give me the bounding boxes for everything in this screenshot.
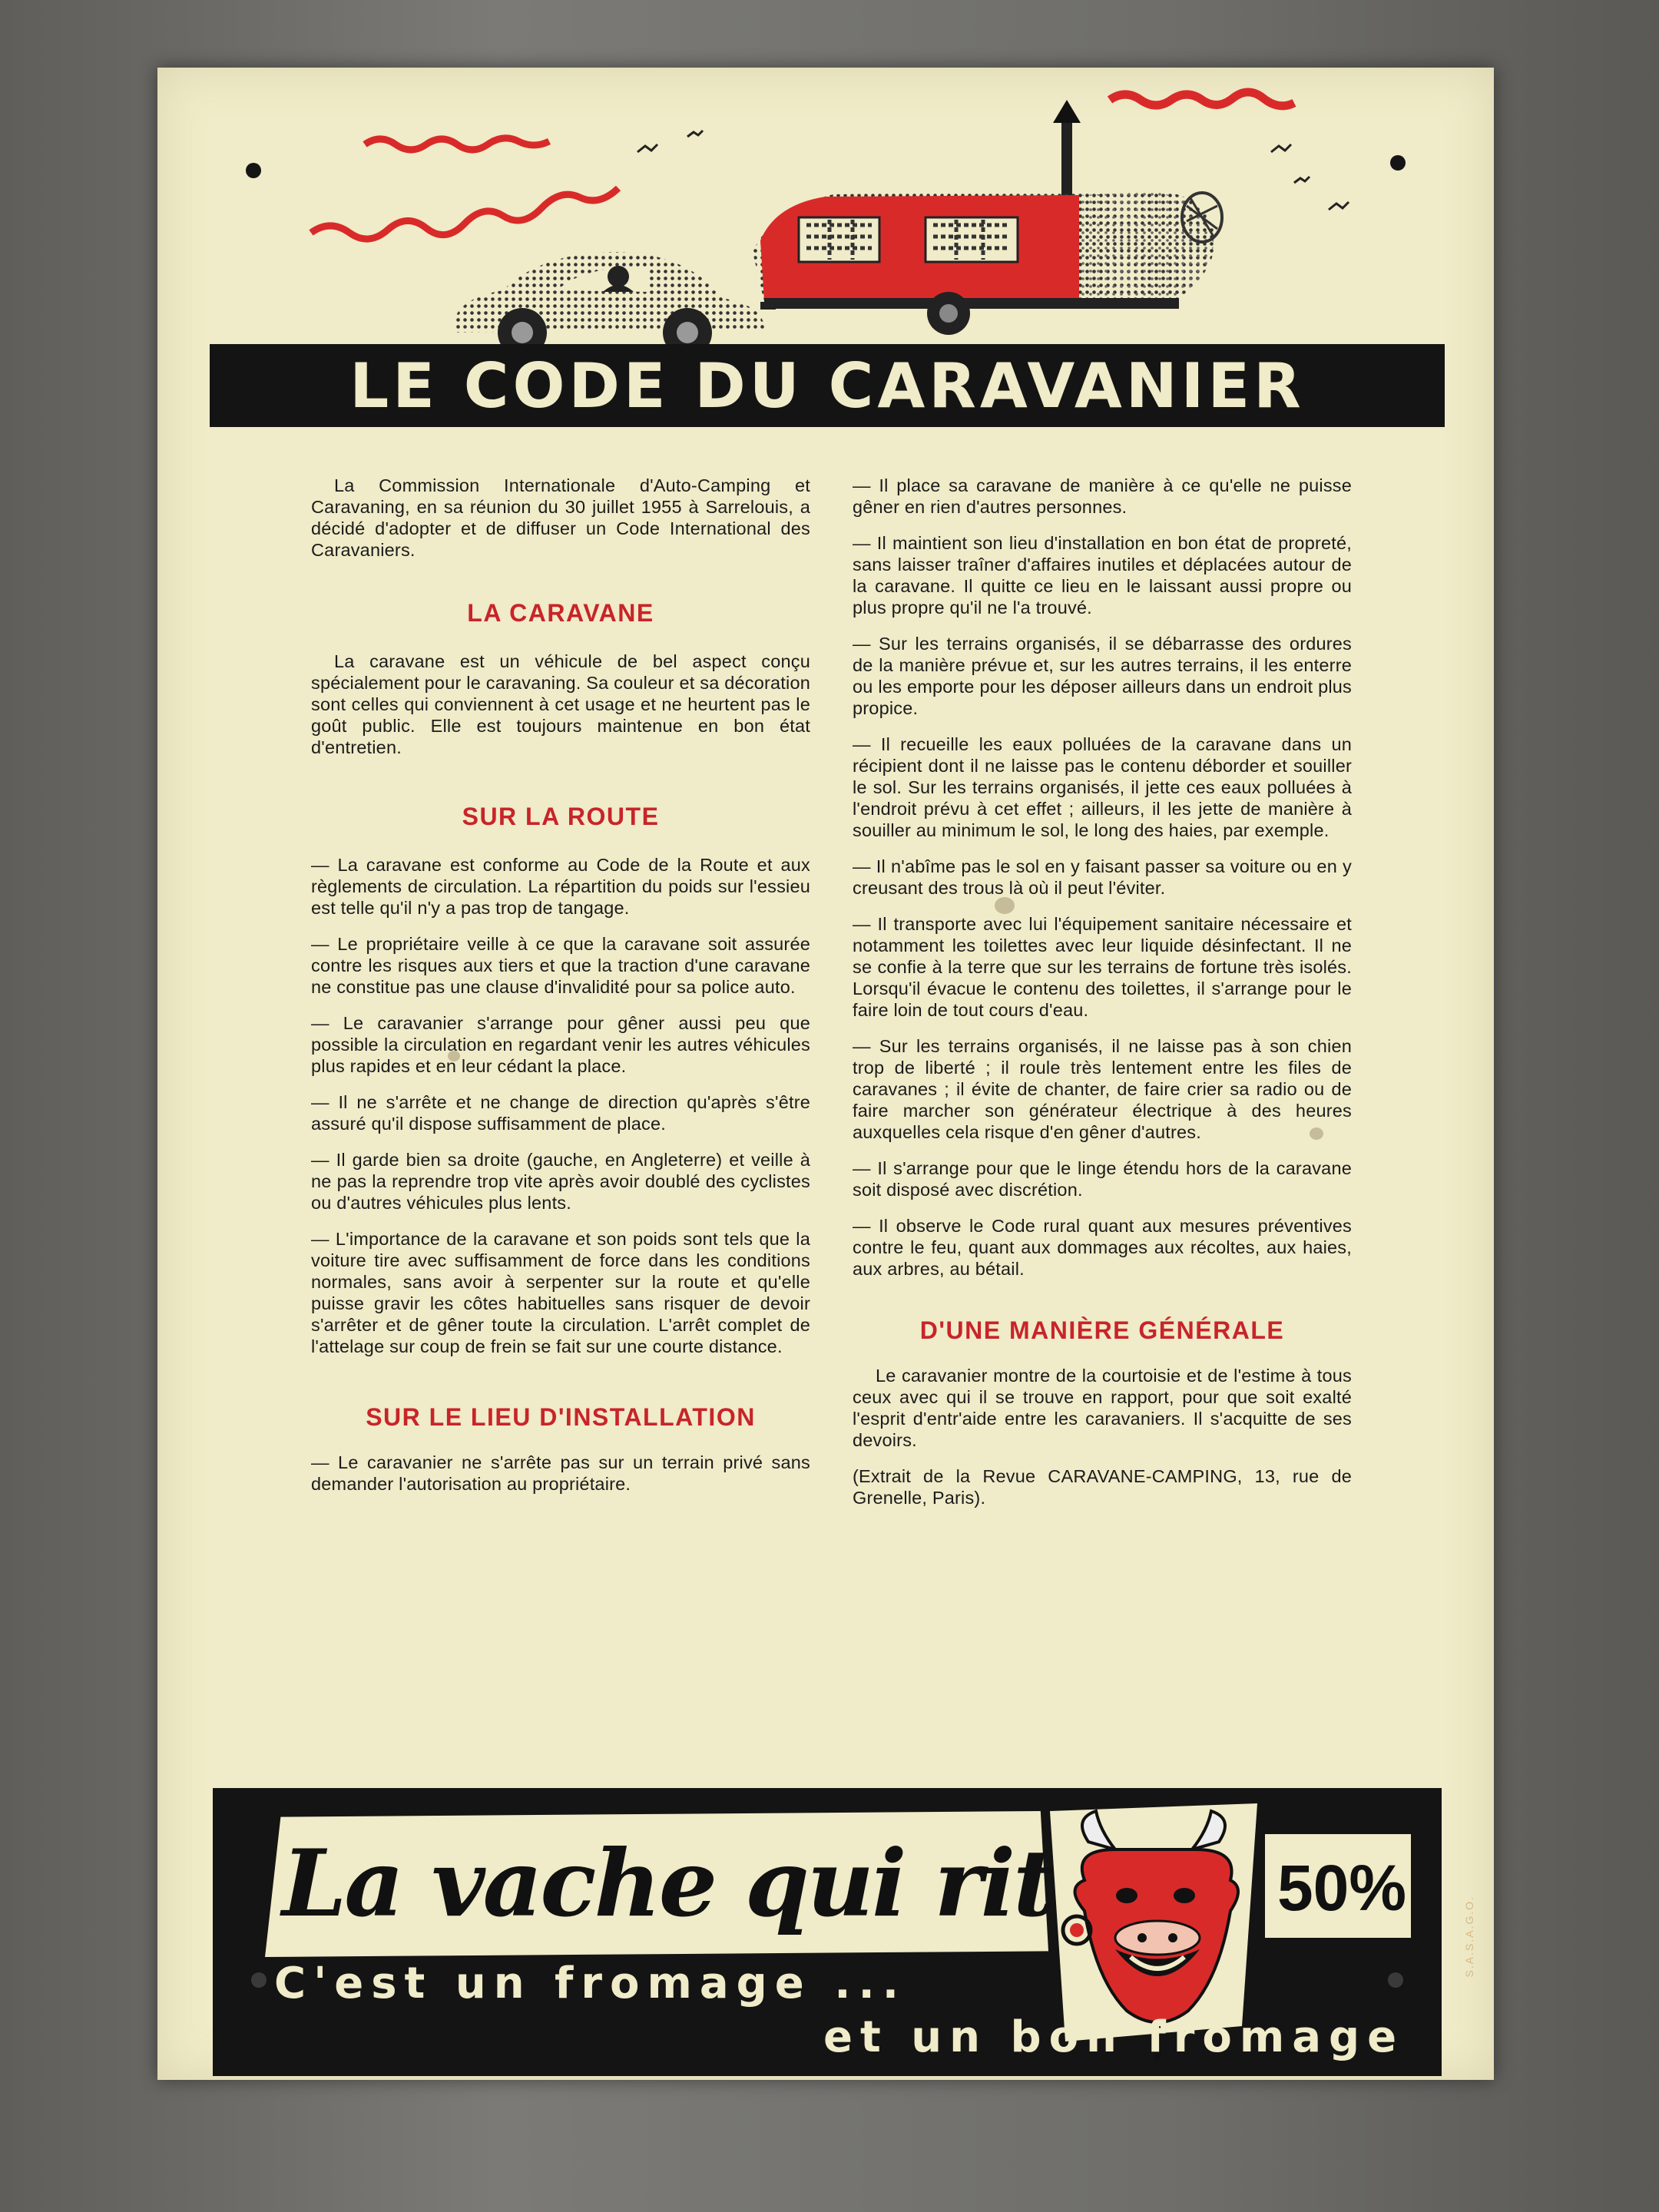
rule-paragraph: — Il transporte avec lui l'équipement sanitaire nécessaire et notamment les toilettes avec leur liquide désinfectant. Il ne se confie à la terre que sur les terrains de fortune très isolés. Lorsqu'il évacue le contenu des toilettes, il s'arrange pour le faire loin de tout cours d'eau.	[853, 914, 1352, 1020]
slogan-line-1: C'est un fromage ...	[274, 1959, 907, 2008]
red-cloud-left-lower	[311, 188, 618, 239]
rule-paragraph: — Il maintient son lieu d'installation en bon état de propreté, sans laisser traîner d'affaires inutiles et déplacées autour de la caravane. Il quitte ce lieu en le laissant aussi propre ou plus propre qu'il ne l'a trouvé.	[853, 533, 1352, 618]
left-column	[311, 475, 810, 1509]
caravane-paragraph: La caravane est un véhicule de bel aspect conçu spécialement pour le caravaning. Sa couleur et sa décoration sont celles qui conviennent à cet usage et ne heurtent pas le goût public. Elle est toujours maintenue en bon état d'entretien.	[311, 651, 810, 757]
intro-paragraph: La Commission Internationale d'Auto-Camping et Caravaning, en sa réunion du 30 juillet 1955 à Sarrelouis, a décidé d'adopter et de diffuser un Code International des Caravaniers.	[311, 475, 810, 560]
red-cloud-left-upper	[365, 138, 549, 150]
bird-icon	[687, 131, 703, 137]
rust-spot	[1310, 1128, 1323, 1140]
source-citation: (Extrait de la Revue CARAVANE-CAMPING, 13, rue de Grenelle, Paris).	[853, 1466, 1352, 1508]
rule-paragraph: — Il s'arrange pour que le linge étendu hors de la caravane soit disposé avec discrétion.	[853, 1158, 1352, 1200]
bird-icon	[1271, 144, 1291, 152]
route-paragraph: — Le propriétaire veille à ce que la caravane soit assurée contre les risques aux tiers et que la traction d'une caravane ne constitue pas une clause d'invalidité pour sa police auto.	[311, 934, 810, 997]
driver-head	[608, 266, 629, 287]
bird-icon	[1294, 177, 1310, 183]
page-title: LE CODE DU CARAVANIER	[210, 344, 1445, 427]
rust-spot	[448, 1051, 460, 1061]
route-paragraph: — Il ne s'arrête et ne change de direction qu'après s'être assuré qu'il dispose suffisamment de place.	[311, 1092, 810, 1134]
rule-paragraph: — Sur les terrains organisés, il ne laisse pas à son chien trop de liberté ; il roule très lentement entre les files de caravanes ; il évite de chanter, de faire crier sa radio ou de faire marcher son générateur électrique à des heures auxquelles cela risque d'en gêner d'autres.	[853, 1036, 1352, 1142]
mount-hole-bottom-right	[1388, 1972, 1403, 1988]
printer-credit: S.A.S.A.G.O.	[1463, 1896, 1475, 1978]
enamel-sign	[157, 68, 1494, 2080]
slogan-line-2: et un bon fromage	[823, 2012, 1405, 2062]
rule-paragraph: — Il n'abîme pas le sol en y faisant passer sa voiture ou en y creusant des trous là où il peut l'éviter.	[853, 856, 1352, 898]
heading-maniere-generale: D'UNE MANIÈRE GÉNÉRALE	[919, 1316, 1285, 1344]
tow-bar	[760, 302, 776, 310]
route-paragraph: — L'importance de la caravane et son poids sont tels que la voiture tire avec suffisamment de force dans les conditions normales, sans avoir à serpenter sur la route et qu'elle puisse gravir les côtes habituelles sans risquer de devoir s'arrêter et de gêner toute la circulation. L'arrêt complet de l'attelage sur coup de frein se fait sur une courte distance.	[311, 1229, 810, 1356]
right-column	[853, 475, 1352, 1523]
general-paragraph: Le caravanier montre de la courtoisie et de l'estime à tous ceux avec qui il se trouve en rapport, pour que soit exalté l'esprit d'entr'aide entre les caravaniers. Il s'acquitte de ses devoirs.	[853, 1366, 1352, 1450]
caravan-chassis	[764, 298, 1179, 309]
chimney-cap	[1053, 100, 1081, 123]
heading-sur-la-route: SUR LA ROUTE	[462, 803, 660, 830]
rust-spot	[995, 897, 1015, 914]
route-paragraph: — Le caravanier s'arrange pour gêner aussi peu que possible la circulation en regardant venir les autres véhicules plus rapides et en leur cédant la place.	[311, 1013, 810, 1076]
car-body	[453, 252, 764, 333]
route-paragraph: — Il garde bien sa droite (gauche, en Angleterre) et veille à ne pas la reprendre trop vite après avoir doublé des cyclistes ou d'autres véhicules plus lents.	[311, 1150, 810, 1213]
rule-paragraph: — Sur les terrains organisés, il se débarrasse des ordures de la manière prévue et, sur les autres terrains, il les enterre ou les emporte pour les déposer ailleurs dans un endroit plus propice.	[853, 634, 1352, 718]
rule-paragraph: — Il recueille les eaux polluées de la caravane dans un récipient dont il ne laisse pas le contenu déborder et souiller le sol. Sur les terrains organisés, il jette ces eaux polluées à l'endroit prévu à cet effet ; ailleurs, il les jette de manière à souiller au minimum le sol, le long des haies, par exemple.	[853, 734, 1352, 840]
rule-paragraph: — Il observe le Code rural quant aux mesures préventives contre le feu, quant aux dommages aux récoltes, aux haies, aux arbres, au bétail.	[853, 1216, 1352, 1279]
red-cloud-right	[1110, 92, 1294, 106]
fat-percentage: 50%	[1277, 1852, 1407, 1924]
advert-banner	[213, 1788, 1442, 2076]
heading-la-caravane: LA CARAVANE	[467, 599, 654, 627]
installation-paragraph: — Le caravanier ne s'arrête pas sur un terrain privé sans demander l'autorisation au propriétaire.	[311, 1452, 810, 1494]
bird-icon	[637, 144, 657, 152]
route-paragraph: — La caravane est conforme au Code de la Route et aux règlements de circulation. La répartition du poids sur l'essieu est telle qu'il n'y a pas trop de tangage.	[311, 855, 810, 918]
mount-hole-bottom-left	[251, 1972, 267, 1988]
brand-logo-text: La vache qui rit	[282, 1830, 1054, 1938]
heading-lieu-installation: SUR LE LIEU D'INSTALLATION	[366, 1403, 756, 1431]
rule-paragraph: — Il place sa caravane de manière à ce qu'elle ne puisse gêner en rien d'autres personnes.	[853, 475, 1352, 517]
bird-icon	[1329, 202, 1349, 210]
